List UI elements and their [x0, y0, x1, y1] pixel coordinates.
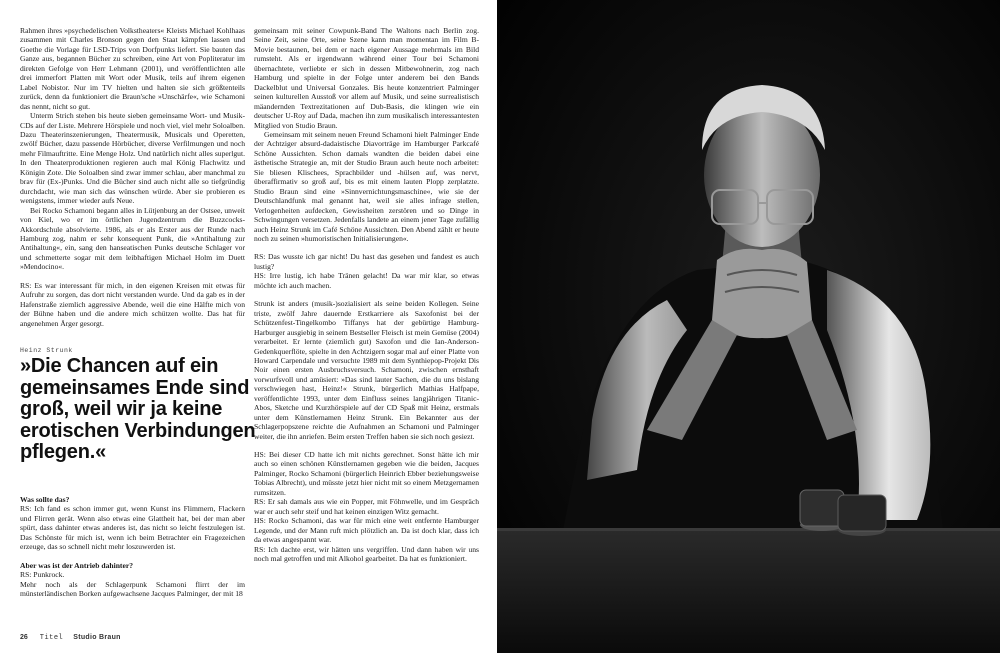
interview-answer: RS: Punkrock.: [20, 570, 65, 580]
interview-question: Was sollte das?: [20, 495, 70, 504]
paragraph: Rahmen ihres »psychedelischen Volkstheaters« Kleists Michael Kohlhaas zusammen mit Charles Bronson gegen den Staat kämpfen lassen und Goethe die Vorlage für LSD-Trips von Dorfpunks liefert. Sie bauten das Ganze aus, begannen Bücher zu schreiben, eine Art von Popliteratur im direkten Gefolge von Herr Lehmann (2001), und veröffentlichten alle drei immerfort Platten mit Wort oder Musik, teils auf ihrem eigenen Label Nobistor. Nur im TV hielten und halten sie sich größtenteils zurück, denn da funktioniert die Braun'sche »Unschärfe«, wie Schamoni das nennt, nicht so gut.: [20, 26, 245, 111]
portrait-illustration: [497, 0, 1000, 653]
interview-answer: RS: Es war interessant für mich, in den eigenen Kreisen mit etwas für Aufruhr zu sorgen, das dort nicht verstanden wurde. Und da gab es in der Hafenstraße ziemlich aggressive Abende, weil die eine Hälfte mich von der Bühne haben und die andere mich schützen wollte. Das hat für angenehmen Ärger gesorgt.: [20, 280, 245, 328]
paragraph: Gemeinsam mit seinem neuen Freund Schamoni hielt Palminger Ende der Achtziger absurd-dadaistische Diavorträge im Hamburger Parkcafé Schöne Aussichten. Schon damals wandten die beiden dabei eine ästhetische Strategie an, mit der Studio Braun auch heute noch arbeitet: Sie bliesen Klischees, Sprachbilder und -hülsen auf, was nervt, überaffirmativ so groß auf, bis es mit einem lauten Plopp zerplatzte. Studio Braun sind eine »Sinnvernichtungsmaschine«, wie sie der Deutschlandfunk mal genannt hat, weil sie alles infrage stellen, Verlogenheiten aufdecken, Gewissheiten zerstören und so Dinge in Schwingungen versetzen. Jedenfalls landete an einem jener Tage zufällig auch Heinz Strunk im Café Schöne Aussichten. Den Abend zählt er heute noch zu seinen »humoristischen Initialisierungen«.: [254, 129, 479, 243]
interview-exchange: HS: Bei dieser CD hatte ich mit nichts gerechnet. Sonst hätte ich mir auch so einen schönen Künstlernamen gegeben wie die beiden, Jacques Palminger, Rocko Schamoni (bürgerlich Heinrich Ebber beziehungsweise Tobias Albrecht), und müsste jetzt hier nicht mit so einem Metzgernamen rumsitzen. RS: Er sah damals aus wie ein Popper, mit Föhnwelle, und im Gespräch war er auch sehr steif und hat keinen einzigen Witz gemacht. HS: Rocko Schamoni, das war für mich eine weit entfernte Hamburger Legende, und der Mann ruft mich plötzlich an. Da ist doch klar, dass ich da etwas angespannt war. RS: Ich dachte erst, wir hätten uns vergriffen. Und dann haben wir uns noch mal getroffen und mit Alkohol gearbeitet. Da hat es funktioniert.: [254, 450, 479, 564]
interview-question: Aber was ist der Antrieb dahinter?: [20, 560, 133, 570]
paragraph: Strunk ist anders (musik-)sozialisiert als seine beiden Kollegen. Seine triste, zwölf Jahre dauernde Erstkarriere als Saxofonist bei der Schützenfest-Tingelkombo Tiffanys hat der gebürtige Hamburg-Harburger ausgiebig in seinem Bestseller Fleisch ist mein Gemüse (2004) verarbeitet. Er lernte (ziemlich gut) Saxofon und die Ian-Anderson-Gedenkquerflöte, spielte in den Achtzigern sogar mal auf einer Platte von Howard Carpendale und versuchte 1989 mit dem Synthiepop-Projekt Dis Noir einen ersten Ausbruchsversuch. Schamoni, zwischen ernsthaft vorwurfsvoll und amüsiert: »Das sind lauter Sachen, die du uns bislang verschwiegen hast, Heinz!« Strunk, bürgerlich Mathias Halfpape, veröffentlichte 1993, unter dem Einfluss seines langjährigen Titanic-Abos, Sketche und Kurzhörspiele auf der CD Spaß mit Heinz, erstmals unter dem Künstlernamen Heinz Strunk. Ein Bekannter aus der Schlagerpopszene reichte die Aufnahmen an Schamoni und Palminger weiter, die ihn anriefen. Beim ersten Treffen haben sie sich noch gesiezt.: [254, 299, 479, 441]
portrait-photo: [497, 0, 1000, 653]
interview-exchange: RS: Das wusste ich gar nicht! Du hast das gesehen und fandest es auch lustig? HS: Irre lustig, ich habe Tränen gelacht! Da war mir klar, so etwas möchte ich auch machen.: [254, 252, 479, 290]
article-title: Studio Braun: [73, 634, 121, 641]
paragraph: Bei Rocko Schamoni begann alles in Lütjenburg an der Ostsee, unweit von Kiel, wo er im örtlichen Jugendzentrum die Buzzcocks-Akkordschule absolvierte. 1986, als er als Erster aus der Runde nach Hamburg zog, nahm er sehr konsequent Punk, die »Antihaltung zur Antihaltung«, ein, sang den hanseatischen Punks deutsche Schlager vor und schmetterte sogar mit dem leibhaftigen Michael Holm im Duett »Mendocino«.: [20, 205, 245, 272]
interview-answer: RS: Ich fand es schon immer gut, wenn Kunst ins Flimmern, Flackern und Flirren gerät. Wenn also etwas eine Glattheit hat, bei der man aber spürt, dass dahinter etwas anderes ist, das nicht so leicht festzulegen ist. Das Schönste für mich ist, wenn ich beim Betrachter ein Fragezeichen erzeuge, das so schnell nicht mehr loszuwerden ist.: [20, 504, 245, 552]
section-label: Titel: [39, 634, 64, 642]
text-column-c: [20, 495, 245, 599]
paragraph: Mehr noch als der Schlagerpunk Schamoni flirrt der im münsterländischen Borken aufgewachsene Jacques Palminger, der mit 18: [20, 579, 245, 599]
paragraph: gemeinsam mit seiner Cowpunk-Band The Waltons nach Berlin zog. Seine Zeit, seine Orte, seine Szene kann man momentan im Film B-Movie bestaunen, bei dem er nach eigener Aussage mehrmals im Bild rumsteht. Als er irgendwann während einer Tour bei Schamoni übernachtete, verliebte er sich in dessen Mitbewohnerin, zog nach Hamburg und spielte in der Folge unter anderem bei den Bands Dackelblut und Universal Gonzales. Bis heute konzentriert Palminger seinen kulturellen Ausstoß vor allem auf Musik, und seine surrealistisch mäandernden Textrezitationen auf Dub-Basis, die klingen wie ein deutscher U-Roy auf Dada, machen ihn zum musikalisch interessantesten Mitglied von Studio Braun.: [254, 26, 479, 130]
left-page: [0, 0, 497, 653]
text-column-a: [20, 26, 245, 328]
pull-quote: »Die Chancen auf ein gemeinsames Ende sind groß, weil wir ja keine erotischen Verbindungen pflegen.«: [20, 355, 256, 463]
pull-quote-attribution: Heinz Strunk: [20, 347, 73, 354]
paragraph: Unterm Strich stehen bis heute sieben gemeinsame Wort- und Musik-CDs auf der Liste. Mehrere Hörspiele und noch viel, viel mehr Soloalben. Dazu Theaterinszenierungen, Theatermusik, Musicals und Operetten, zwölf Bücher, dazu passende Hörbücher, diverse Verfilmungen und noch mehr Filmauftritte. Eine Menge Holz. Und natürlich nicht alles superlgut. In den Theaterproduktionen regieren auch mal König Flachwitz und Königin Zote. Die Soloalben sind zwar immer schlau, aber manchmal zu brav für (Ex-)Punks. Und die Bücher sind auch nicht alle so tiefgründig durchdacht, wie man sich das wünschen würde. Aber sie probieren es wenigstens, immer wieder aufs Neue.: [20, 111, 245, 206]
page-footer: [20, 634, 121, 642]
text-column-b: [254, 26, 479, 563]
page-number: 26: [20, 634, 28, 641]
